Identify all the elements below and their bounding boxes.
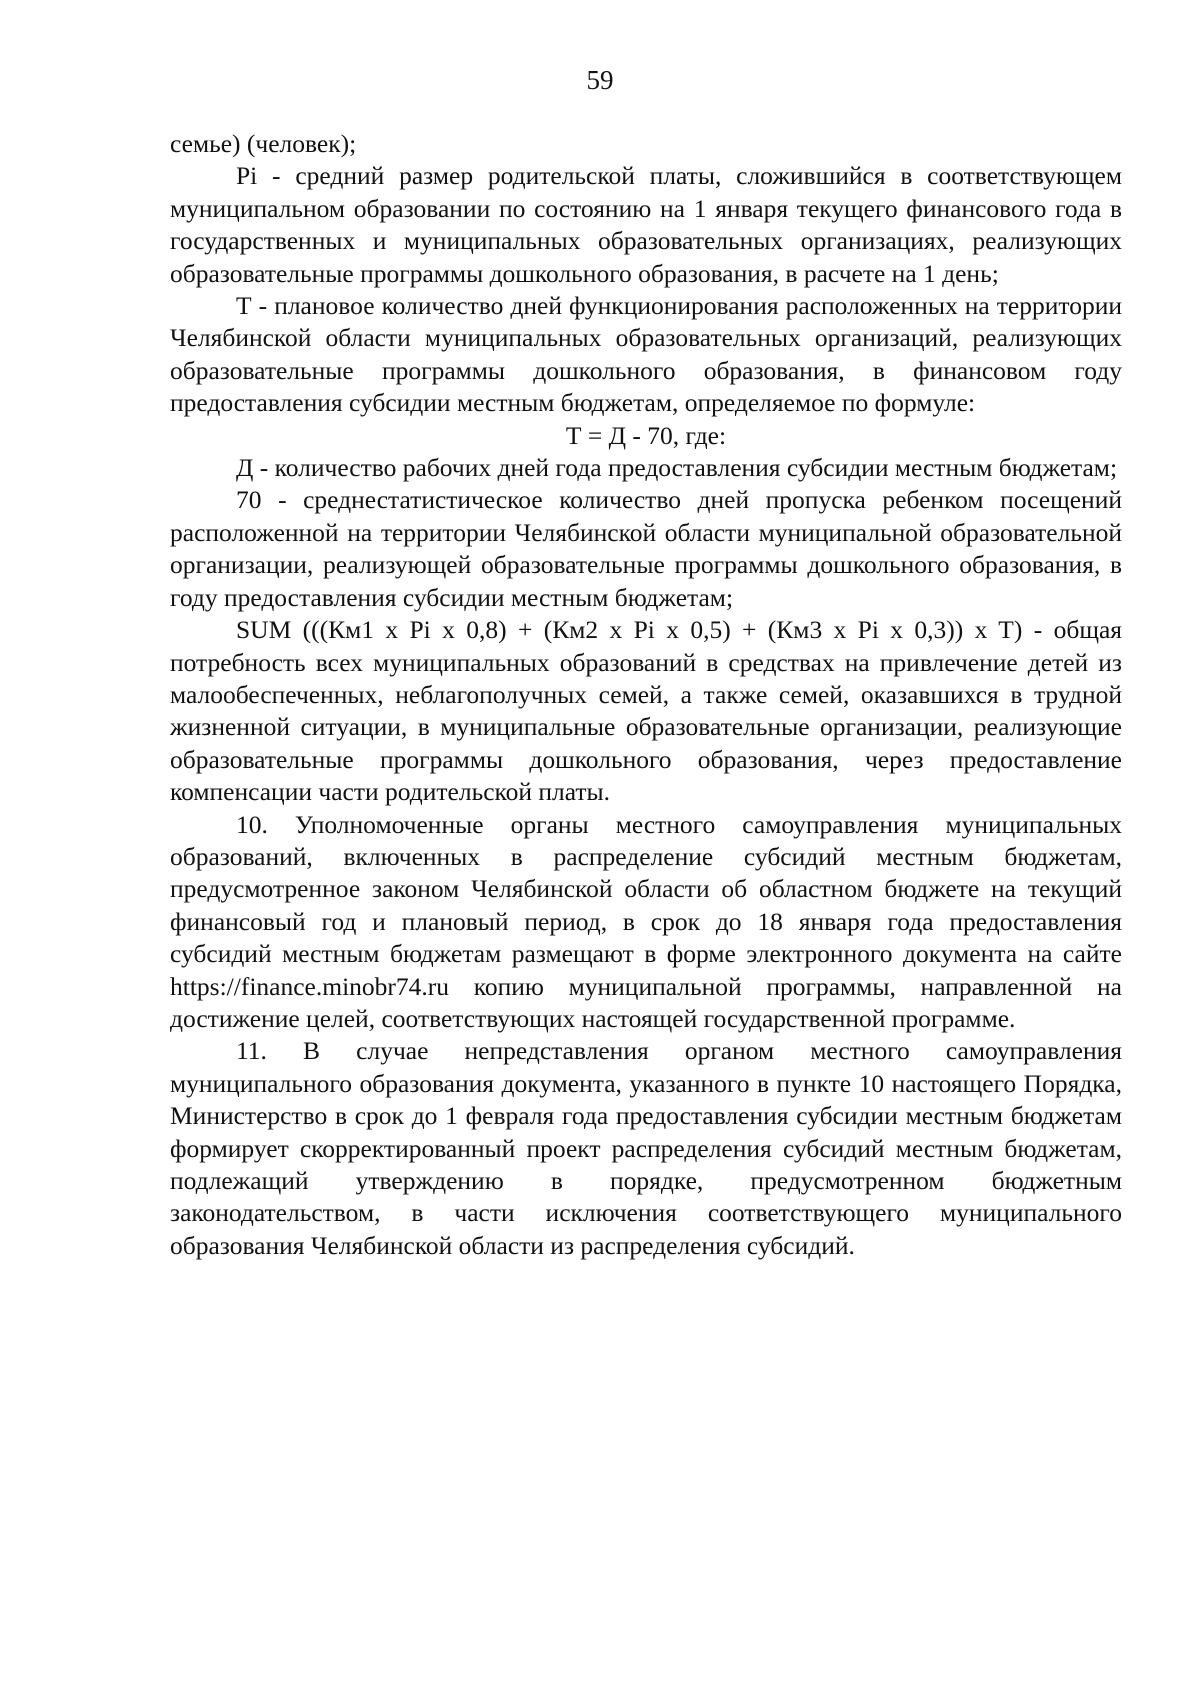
paragraph-t-definition: Т - плановое количество дней функционирования расположенных на территории Челябинской области муниципальных образовательных организаций, реализующих образовательные программы дошкольного образования, в финансовом году предоставления субсидии местным бюджетам, определяемое по формуле: — [170, 291, 1122, 418]
paragraph-item-10: 10. Уполномоченные органы местного самоуправления муниципальных образований, включенных в распределение субсидий местным бюджетам, предусмотренное законом Челябинской области об областном бюджете на текущий финансовый год и плановый период, в срок до 18 января года предоставления субсидий местным бюджетам размещают в форме электронного документа на сайте https://finance.minobr74.ru копию муниципальной программы, направленной на достижение целей, соответствующих настоящей государственной программе. — [170, 809, 1122, 1033]
paragraph-70-definition: 70 - среднестатистическое количество дней пропуска ребенком посещений расположенной на территории Челябинской области муниципальной образовательной организации, реализующей образовательные программы дошкольного образования, в году предоставления субсидии местным бюджетам; — [170, 485, 1122, 612]
paragraph-sum-definition: SUM (((Км1 x Pi x 0,8) + (Км2 x Pi x 0,5) + (Км3 x Pi x 0,3)) x T) - общая потребность всех муниципальных образований в средствах на привлечение детей из малообеспеченных, неблагополучных семей, а также семей, оказавшихся в трудной жизненной ситуации, в муниципальные образовательные организации, реализующие образовательные программы дошкольного образования, через предоставление компенсации части родительской платы. — [170, 615, 1122, 807]
paragraph-item-11: 11. В случае непредставления органом местного самоуправления муниципального образования документа, указанного в пункте 10 настоящего Порядка, Министерство в срок до 1 февраля года предоставления субсидии местным бюджетам формирует скорректированный проект распределения субсидий местным бюджетам, подлежащий утверждению в порядке, предусмотренном бюджетным законодательством, в части исключения соответствующего муниципального образования Челябинской области из распределения субсидий. — [170, 1036, 1122, 1260]
paragraph-pi-definition: Pi - средний размер родительской платы, сложившийся в соответствующем муниципальном образовании по состоянию на 1 января текущего финансового года в государственных и муниципальных образовательных организациях, реализующих образовательные программы дошкольного образования, в расчете на 1 день; — [170, 161, 1122, 288]
formula-t: Т = Д - 70, где: — [565, 420, 727, 450]
paragraph-continuation: семье) (человек); — [170, 129, 357, 158]
paragraph-d-definition: Д - количество рабочих дней года предоставления субсидии местным бюджетам; — [236, 453, 1118, 483]
page-number: 59 — [586, 65, 614, 95]
document-body — [170, 128, 1122, 1262]
